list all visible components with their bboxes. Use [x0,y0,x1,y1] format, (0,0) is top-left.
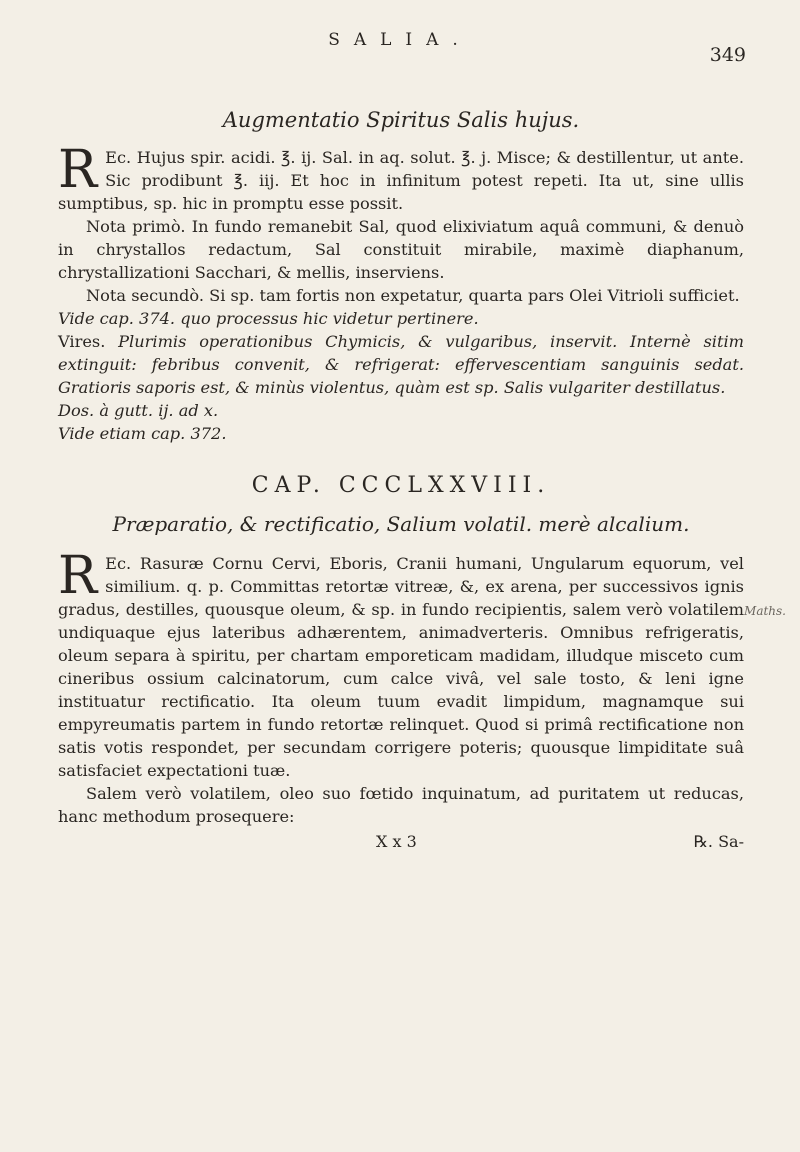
vires-text: Plurimis operationibus Chymicis, & vulgaribus, inservit. Internè sitim extinguit: febribus convenit, & refrigerat: effervescentiam sanguinis sedat. Gratioris saporis est, & minùs violentus, quàm est sp. Salis vulgariter destillatus. [58,332,744,397]
drop-cap-2: R [58,546,98,606]
signature-mark: X x 3 [376,832,417,851]
paragraph-see-372: Vide etiam cap. 372. [58,424,227,443]
page-footer [58,832,744,856]
recipe-text: Ec. Hujus spir. acidi. ℥. ij. Sal. in aq. solut. ℥. j. Misce; & destillentur, ut ante. Sic prodibunt ℥. iij. Et hoc in infinitum potest repeti. Ita ut, sine ullis sumptibus, sp. hic in promptu esse possit. [58,148,744,213]
page-number: 349 [709,44,746,66]
paragraph-dosage: Dos. à gutt. ij. ad x. [58,401,219,420]
recipe-2-text: Ec. Rasuræ Cornu Cervi, Eboris, Cranii humani, Ungularum equorum, vel similium. q. p. Committas retortæ vitreæ, &, ex arena, per successivos ignis gradus, destilles, quousque oleum, & sp. in fundo recipientis, salem verò volatilem undiquaque ejus lateribus adhærentem, animadverteris. Omnibus refrigeratis, oleum separa à spiritu, per chartam emporeticam madidam, illudque misceto cum cineribus ossium calcinatorum, cum calce vivâ, vel sale tosto, & leni igne instituatur rectificatio. Ita oleum tuum evadit limpidum, magnamque sui empyreumatis partem in fundo retortæ relinquet. Quod si primâ rectificatione non satis votis respondet, per secundam corrigere poteris; quousque limpiditate suâ satisfaciet expectationi tuæ. [58,554,744,780]
paragraph-see-374: Vide cap. 374. quo processus hic videtur pertinere. [58,309,479,328]
chapter-title: Præparatio, & rectificatio, Salium volatil. merè alcalium. [112,512,690,536]
paragraph-recipe-2 [58,546,744,782]
vires-lead: Vires. [58,332,106,351]
paragraph-recipe [58,140,744,215]
section-title: Augmentatio Spiritus Salis hujus. [222,108,580,132]
paragraph-method: Salem verò volatilem, oleo suo fœtido inquinatum, ad puritatem ut reducas, hanc methodum prosequere: [58,784,744,826]
margin-note: Maths. [744,604,786,618]
running-head: SALIA. [328,30,472,50]
chapter-heading: CAP. CCCLXXVIII. [251,473,551,498]
paragraph-note-1: Nota primò. In fundo remanebit Sal, quod elixiviatum aquâ communi, & denuò in chrystallos redactum, Sal constituit mirabile, maximè diaphanum, chrystallizationi Sacchari, & mellis, inserviens. [58,217,744,282]
paragraph-note-2: Nota secundò. Si sp. tam fortis non expetatur, quarta pars Olei Vitrioli sufficiet. [86,286,740,305]
catchword: ℞. Sa- [693,832,744,851]
drop-cap: R [58,140,98,200]
paragraph-vires [58,330,744,399]
